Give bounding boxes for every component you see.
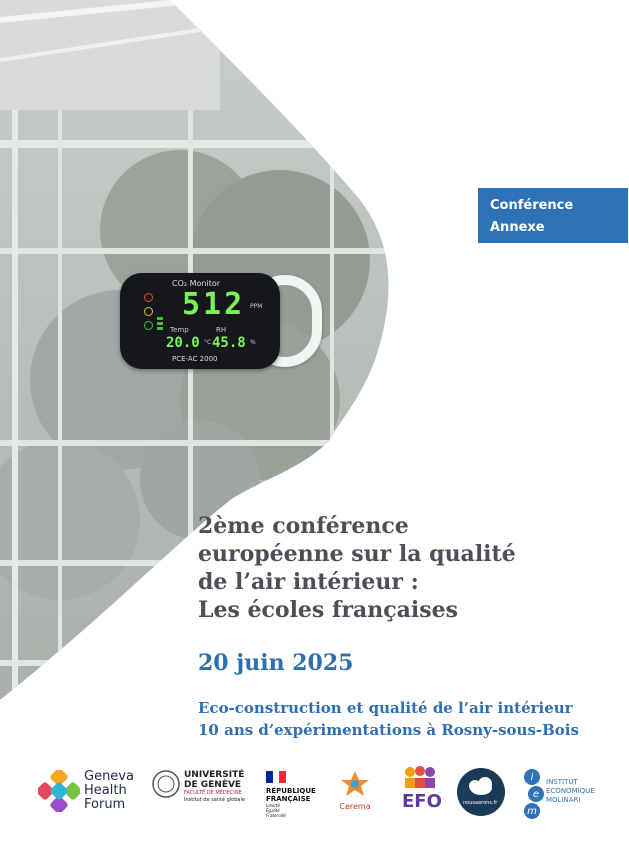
rf-line-1: RÉPUBLIQUE — [266, 787, 316, 795]
temp-unit: °C — [204, 339, 212, 346]
marianne-flag-icon — [266, 771, 286, 783]
unige-logo — [152, 770, 245, 803]
svg-text:i: i — [530, 772, 534, 783]
level-bar — [157, 322, 163, 325]
cerema-star-icon — [338, 770, 372, 798]
face-red-icon — [144, 293, 153, 302]
efo-people-icon — [402, 766, 438, 788]
republique-francaise-logo — [266, 768, 316, 818]
iem-line-2: ÉCONOMIQUE — [546, 787, 595, 795]
unige-line-4: Institut de santé globale — [184, 797, 245, 803]
temp-label: Temp — [170, 326, 189, 334]
nousaerons-logo — [457, 768, 505, 820]
rh-value: 45.8 — [212, 335, 246, 351]
co2-value: 512 — [182, 287, 246, 322]
efo-logo — [402, 766, 442, 812]
badge-line-1: Conférence — [490, 198, 574, 213]
iem-letters-icon — [524, 768, 546, 820]
geneva-line-2: Health — [84, 783, 127, 798]
level-bar — [157, 327, 163, 330]
page-title — [198, 512, 598, 624]
cerema-logo — [338, 770, 372, 811]
nousaerons-name: nousaerons.fr — [463, 800, 498, 806]
rh-label: RH — [216, 326, 227, 334]
device-title: CO₂ Monitor — [172, 279, 221, 288]
unige-seal-icon — [152, 770, 180, 798]
title-line-3: de l’air intérieur : — [198, 569, 419, 595]
cerema-name: Cerema — [339, 802, 371, 811]
subtitle-line-1: Eco-construction et qualité de l’air intérieur — [198, 699, 573, 717]
cloud-icon — [457, 768, 505, 816]
temp-value: 20.0 — [166, 335, 200, 351]
efo-name: EFO — [402, 791, 442, 812]
partner-logos — [0, 760, 629, 830]
iem-line-1: INSTITUT — [546, 778, 578, 786]
geneva-line-3: Forum — [84, 797, 126, 812]
geneva-petals-icon — [38, 770, 80, 812]
device-model: PCE-AC 2000 — [172, 355, 218, 363]
co2-monitor-device — [120, 273, 280, 369]
rf-line-4: Égalité — [266, 808, 280, 813]
unige-line-1: UNIVERSITÉ — [184, 770, 245, 780]
rf-line-3: Liberté — [266, 803, 281, 808]
geneva-line-1: Geneva — [84, 769, 134, 784]
rf-line-5: Fraternité — [266, 813, 286, 818]
co2-unit: PPM — [250, 303, 263, 310]
geneva-health-forum-logo — [38, 769, 134, 816]
subtitle-line-2: 10 ans d’expérimentations à Rosny-sous-Bois — [198, 721, 579, 739]
iem-logo — [524, 768, 595, 824]
iem-line-3: MOLINARI — [546, 796, 581, 804]
rh-unit: % — [250, 339, 256, 346]
unige-line-2: DE GENÈVE — [184, 780, 242, 790]
svg-text:e: e — [532, 789, 540, 800]
title-line-1: 2ème conférence — [198, 513, 409, 539]
event-date: 20 juin 2025 — [198, 650, 354, 676]
title-line-4: Les écoles françaises — [198, 597, 459, 623]
unige-line-3: FACULTÉ DE MÉDECINE — [184, 790, 242, 796]
rf-line-2: FRANÇAISE — [266, 795, 311, 803]
face-yellow-icon — [144, 307, 153, 316]
level-bar — [157, 317, 163, 320]
face-green-icon — [144, 321, 153, 330]
title-line-2: européenne sur la qualité — [198, 541, 516, 567]
svg-text:m: m — [527, 806, 537, 817]
subtitle — [198, 697, 579, 741]
badge-line-2: Annexe — [490, 220, 545, 235]
conference-badge — [478, 188, 628, 243]
